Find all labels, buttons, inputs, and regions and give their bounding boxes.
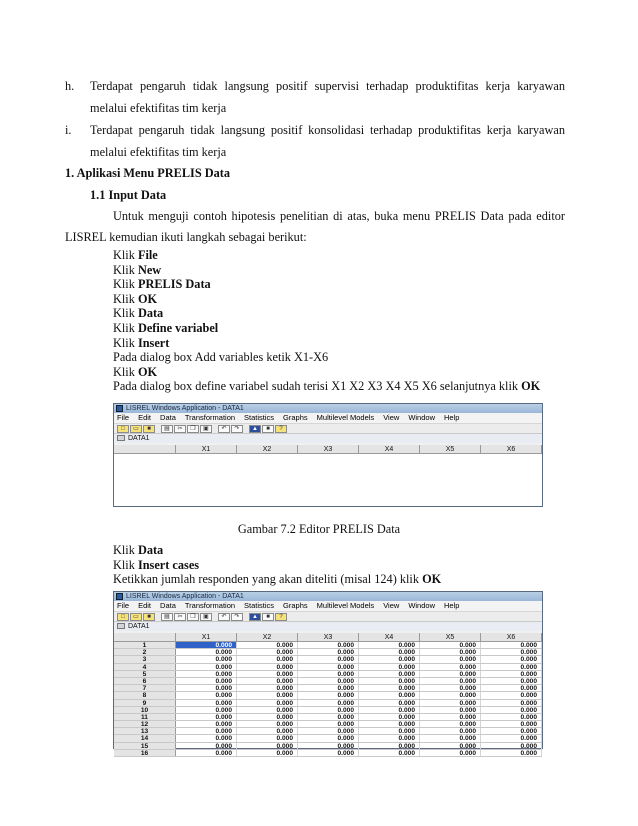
menu-item-view[interactable]: View xyxy=(383,413,400,422)
row-number[interactable]: 8 xyxy=(114,692,176,698)
print-icon[interactable]: ▤ xyxy=(161,425,173,433)
stop-icon[interactable]: ■ xyxy=(262,425,274,433)
data-cell[interactable]: 0.000 xyxy=(176,671,237,677)
hypothesis-i-line1: Terdapat pengaruh tidak langsung positif konsolidasi terhadap produktifitas kerja karyawan xyxy=(90,123,565,137)
data-cell[interactable]: 0.000 xyxy=(481,714,542,720)
subsection-heading: 1.1 Input Data xyxy=(90,188,167,202)
graph-icon[interactable]: ▲ xyxy=(249,613,261,621)
data-cell[interactable]: 0.000 xyxy=(481,685,542,691)
step-text: Klik xyxy=(113,335,138,350)
lisrel-app-icon xyxy=(116,405,123,412)
column-header-x4[interactable]: X4 xyxy=(359,633,420,641)
window-title: LISREL Windows Application - DATA1 xyxy=(126,593,244,600)
step-text: Klik xyxy=(113,291,138,306)
data-cell[interactable]: 0.000 xyxy=(420,642,481,648)
step-line xyxy=(113,277,540,292)
column-header-x2[interactable]: X2 xyxy=(237,633,298,641)
data-cell[interactable]: 0.000 xyxy=(481,743,542,749)
row-number[interactable]: 15 xyxy=(114,743,176,749)
menu-item-transformation[interactable]: Transformation xyxy=(184,601,236,610)
data-cell[interactable]: 0.000 xyxy=(359,642,420,648)
table-row xyxy=(114,700,542,707)
menu-item-data[interactable]: Data xyxy=(160,413,176,422)
data-cell[interactable]: 0.000 xyxy=(176,707,237,713)
data-cell[interactable]: 0.000 xyxy=(481,664,542,670)
table-row xyxy=(114,707,542,714)
lisrel-window-empty xyxy=(113,403,543,507)
graph-icon[interactable]: ▲ xyxy=(249,425,261,433)
column-header-x5[interactable]: X5 xyxy=(420,445,481,453)
column-header-x3[interactable]: X3 xyxy=(298,633,359,641)
data-cell[interactable]: 0.000 xyxy=(359,664,420,670)
step-text: Klik xyxy=(113,248,138,262)
data-cell[interactable]: 0.000 xyxy=(176,700,237,706)
data-cell[interactable]: 0.000 xyxy=(176,728,237,734)
window-titlebar xyxy=(114,592,542,601)
data-cell[interactable]: 0.000 xyxy=(237,656,298,662)
data-cell[interactable]: 0.000 xyxy=(420,728,481,734)
step-line xyxy=(113,321,540,336)
data-cell[interactable]: 0.000 xyxy=(359,685,420,691)
hypothesis-i-line2: melalui efektifitas tim kerja xyxy=(90,145,227,159)
data-cell[interactable]: 0.000 xyxy=(298,735,359,741)
data-cell[interactable]: 0.000 xyxy=(481,707,542,713)
data-cell[interactable]: 0.000 xyxy=(359,700,420,706)
row-number[interactable]: 11 xyxy=(114,714,176,720)
data-cell[interactable]: 0.000 xyxy=(481,692,542,698)
undo-icon[interactable]: ↶ xyxy=(218,425,230,433)
data-cell[interactable]: 0.000 xyxy=(359,735,420,741)
data-cell[interactable]: 0.000 xyxy=(176,721,237,727)
column-header-x6[interactable]: X6 xyxy=(481,633,542,641)
help-icon[interactable]: ? xyxy=(275,425,287,433)
data-cell[interactable]: 0.000 xyxy=(359,656,420,662)
data-cell[interactable]: 0.000 xyxy=(176,649,237,655)
lisrel-app-icon xyxy=(116,593,123,600)
data-cell[interactable]: 0.000 xyxy=(359,692,420,698)
redo-icon[interactable]: ↷ xyxy=(231,613,243,621)
column-header-x1[interactable]: X1 xyxy=(176,445,237,453)
step-keyword: File xyxy=(137,248,158,262)
step-line xyxy=(113,572,441,587)
section-heading: 1. Aplikasi Menu PRELIS Data xyxy=(65,166,231,180)
data-cell[interactable]: 0.000 xyxy=(298,642,359,648)
steps-list xyxy=(113,248,540,394)
step-text: Klik xyxy=(113,320,138,335)
row-number[interactable]: 5 xyxy=(114,671,176,677)
data-cell[interactable]: 0.000 xyxy=(481,750,542,756)
menu-item-statistics[interactable]: Statistics xyxy=(244,413,275,422)
data-cell[interactable]: 0.000 xyxy=(420,700,481,706)
step-line xyxy=(113,365,540,380)
window-title: LISREL Windows Application - DATA1 xyxy=(126,405,244,412)
data-cell[interactable]: 0.000 xyxy=(420,735,481,741)
menu-item-help[interactable]: Help xyxy=(444,413,460,422)
data-cell[interactable]: 0.000 xyxy=(420,649,481,655)
data-cell[interactable]: 0.000 xyxy=(420,678,481,684)
table-row xyxy=(114,685,542,692)
data-cell[interactable]: 0.000 xyxy=(176,692,237,698)
menu-item-window[interactable]: Window xyxy=(408,601,435,610)
step-keyword: Data xyxy=(137,543,164,557)
sheet-icon xyxy=(117,623,125,629)
help-icon[interactable]: ? xyxy=(275,613,287,621)
toolbar xyxy=(114,611,542,621)
data-cell[interactable]: 0.000 xyxy=(176,714,237,720)
list-label-i: i. xyxy=(65,123,72,137)
step-keyword: Insert xyxy=(137,335,170,350)
data-rows xyxy=(114,642,542,757)
data-cell[interactable]: 0.000 xyxy=(359,750,420,756)
step-text: Klik xyxy=(113,557,138,572)
intro-line2: LISREL kemudian ikuti langkah sebagai berikut: xyxy=(65,230,307,244)
step-keyword: OK xyxy=(422,572,442,587)
table-row xyxy=(114,649,542,656)
data-cell[interactable]: 0.000 xyxy=(237,743,298,749)
menu-item-edit[interactable]: Edit xyxy=(138,413,152,422)
data-cell[interactable]: 0.000 xyxy=(176,750,237,756)
column-header-x3[interactable]: X3 xyxy=(298,445,359,453)
table-row xyxy=(114,728,542,735)
table-row xyxy=(114,656,542,663)
table-row xyxy=(114,721,542,728)
data-cell[interactable]: 0.000 xyxy=(359,707,420,713)
data-cell[interactable]: 0.000 xyxy=(481,728,542,734)
data-grid-empty xyxy=(114,445,542,506)
steps-list-2 xyxy=(113,543,441,587)
data-cell[interactable]: 0.000 xyxy=(237,750,298,756)
data-cell[interactable]: 0.000 xyxy=(298,656,359,662)
menu-item-edit[interactable]: Edit xyxy=(138,601,152,610)
menu-item-data[interactable]: Data xyxy=(160,601,176,610)
data-cell[interactable]: 0.000 xyxy=(481,678,542,684)
menu-bar xyxy=(114,601,542,611)
data-cell[interactable]: 0.000 xyxy=(176,664,237,670)
data-cell[interactable]: 0.000 xyxy=(420,750,481,756)
step-text: Klik xyxy=(113,543,138,557)
row-number[interactable]: 10 xyxy=(114,707,176,713)
data-cell[interactable]: 0.000 xyxy=(298,692,359,698)
cut-icon[interactable]: ✂ xyxy=(174,613,186,621)
paste-icon[interactable]: ▣ xyxy=(200,613,212,621)
step-keyword: Data xyxy=(137,306,164,321)
menu-item-file[interactable]: File xyxy=(117,601,130,610)
data-cell[interactable]: 0.000 xyxy=(420,714,481,720)
menu-item-transformation[interactable]: Transformation xyxy=(184,413,236,422)
step-line xyxy=(113,350,540,365)
lisrel-window-filled xyxy=(113,591,543,757)
data-cell[interactable]: 0.000 xyxy=(481,642,542,648)
step-line xyxy=(113,248,540,263)
step-line xyxy=(113,306,540,321)
data-cell[interactable]: 0.000 xyxy=(298,707,359,713)
data-cell[interactable]: 0.000 xyxy=(420,692,481,698)
step-text: Klik xyxy=(113,364,138,379)
tab-label: DATA1 xyxy=(128,435,150,442)
step-keyword: OK xyxy=(521,379,541,394)
row-number[interactable]: 12 xyxy=(114,721,176,727)
table-row xyxy=(114,750,542,757)
data-cell[interactable]: 0.000 xyxy=(298,743,359,749)
tab-data1[interactable] xyxy=(114,433,542,443)
step-line xyxy=(113,379,540,394)
row-number[interactable]: 13 xyxy=(114,728,176,734)
table-row xyxy=(114,735,542,742)
copy-icon[interactable]: ❐ xyxy=(187,425,199,433)
column-header-row xyxy=(114,633,542,642)
table-row xyxy=(114,642,542,649)
step-line xyxy=(113,543,441,558)
table-row xyxy=(114,664,542,671)
data-cell[interactable]: 0.000 xyxy=(176,743,237,749)
menu-item-multilevel-models[interactable]: Multilevel Models xyxy=(316,413,375,422)
step-text: Klik xyxy=(113,277,138,292)
data-cell[interactable]: 0.000 xyxy=(176,678,237,684)
data-cell[interactable]: 0.000 xyxy=(359,743,420,749)
hypothesis-h-line1: Terdapat pengaruh tidak langsung positif supervisi terhadap produktifitas kerja karyawan xyxy=(90,79,565,93)
copy-icon[interactable]: ❐ xyxy=(187,613,199,621)
menu-item-help[interactable]: Help xyxy=(444,601,460,610)
open-icon[interactable]: ▭ xyxy=(130,425,142,433)
row-number[interactable]: 6 xyxy=(114,678,176,684)
data-cell[interactable]: 0.000 xyxy=(237,735,298,741)
data-cell[interactable]: 0.000 xyxy=(237,714,298,720)
cut-icon[interactable]: ✂ xyxy=(174,425,186,433)
step-keyword: Insert cases xyxy=(137,557,200,572)
data-cell[interactable]: 0.000 xyxy=(420,671,481,677)
step-keyword: Define variabel xyxy=(137,320,219,335)
step-keyword: OK xyxy=(137,291,158,306)
data-cell[interactable]: 0.000 xyxy=(359,671,420,677)
data-cell[interactable]: 0.000 xyxy=(237,678,298,684)
step-keyword: New xyxy=(137,262,162,277)
list-label-h: h. xyxy=(65,79,75,93)
step-line xyxy=(113,263,540,278)
data-cell[interactable]: 0.000 xyxy=(176,642,237,648)
data-cell[interactable]: 0.000 xyxy=(237,700,298,706)
step-text: Pada dialog box Add variables ketik X1-X6 xyxy=(113,350,329,365)
data-cell[interactable]: 0.000 xyxy=(359,728,420,734)
save-icon[interactable]: ■ xyxy=(143,425,155,433)
data-cell[interactable]: 0.000 xyxy=(420,656,481,662)
sheet-icon xyxy=(117,435,125,441)
data-cell[interactable]: 0.000 xyxy=(237,685,298,691)
data-cell[interactable]: 0.000 xyxy=(298,750,359,756)
data-cell[interactable]: 0.000 xyxy=(298,649,359,655)
row-number[interactable]: 4 xyxy=(114,664,176,670)
step-keyword: OK xyxy=(137,364,158,379)
data-cell[interactable]: 0.000 xyxy=(237,692,298,698)
new-doc-icon[interactable]: □ xyxy=(117,425,129,433)
column-header-x5[interactable]: X5 xyxy=(420,633,481,641)
row-number[interactable]: 16 xyxy=(114,750,176,756)
data-cell[interactable]: 0.000 xyxy=(298,721,359,727)
data-cell[interactable]: 0.000 xyxy=(176,685,237,691)
menu-item-window[interactable]: Window xyxy=(408,413,435,422)
menu-item-multilevel-models[interactable]: Multilevel Models xyxy=(316,601,375,610)
redo-icon[interactable]: ↷ xyxy=(231,425,243,433)
paste-icon[interactable]: ▣ xyxy=(200,425,212,433)
row-number[interactable]: 14 xyxy=(114,735,176,741)
row-number[interactable]: 2 xyxy=(114,649,176,655)
header-corner xyxy=(114,633,176,641)
data-cell[interactable]: 0.000 xyxy=(237,671,298,677)
data-cell[interactable]: 0.000 xyxy=(481,721,542,727)
data-cell[interactable]: 0.000 xyxy=(359,714,420,720)
column-header-x4[interactable]: X4 xyxy=(359,445,420,453)
undo-icon[interactable]: ↶ xyxy=(218,613,230,621)
data-cell[interactable]: 0.000 xyxy=(176,735,237,741)
window-titlebar xyxy=(114,404,542,413)
menu-item-graphs[interactable]: Graphs xyxy=(283,601,308,610)
toolbar xyxy=(114,423,542,433)
table-row xyxy=(114,692,542,699)
column-header-x1[interactable]: X1 xyxy=(176,633,237,641)
data-cell[interactable]: 0.000 xyxy=(237,728,298,734)
data-cell[interactable]: 0.000 xyxy=(481,671,542,677)
figure-caption: Gambar 7.2 Editor PRELIS Data xyxy=(237,522,401,536)
step-text: Ketikkan jumlah responden yang akan diteliti (misal 124) klik xyxy=(113,572,423,587)
step-text: Klik xyxy=(113,262,138,277)
new-doc-icon[interactable]: □ xyxy=(117,613,129,621)
data-cell[interactable]: 0.000 xyxy=(420,707,481,713)
data-grid xyxy=(114,633,542,757)
data-cell[interactable]: 0.000 xyxy=(298,728,359,734)
data-cell[interactable]: 0.000 xyxy=(359,721,420,727)
data-cell[interactable]: 0.000 xyxy=(481,735,542,741)
stop-icon[interactable]: ■ xyxy=(262,613,274,621)
column-header-x2[interactable]: X2 xyxy=(237,445,298,453)
data-cell[interactable]: 0.000 xyxy=(298,671,359,677)
data-cell[interactable]: 0.000 xyxy=(359,678,420,684)
step-text: Klik xyxy=(113,306,138,321)
data-cell[interactable]: 0.000 xyxy=(420,685,481,691)
menu-item-graphs[interactable]: Graphs xyxy=(283,413,308,422)
open-icon[interactable]: ▭ xyxy=(130,613,142,621)
row-number[interactable]: 7 xyxy=(114,685,176,691)
data-cell[interactable]: 0.000 xyxy=(237,664,298,670)
hypothesis-h-line2: melalui efektifitas tim kerja xyxy=(90,101,227,115)
table-row xyxy=(114,671,542,678)
data-cell[interactable]: 0.000 xyxy=(298,685,359,691)
table-row xyxy=(114,743,542,750)
row-number[interactable]: 1 xyxy=(114,642,176,648)
tab-label: DATA1 xyxy=(128,623,150,630)
data-cell[interactable]: 0.000 xyxy=(481,649,542,655)
tab-data1[interactable] xyxy=(114,621,542,631)
table-row xyxy=(114,714,542,721)
data-cell[interactable]: 0.000 xyxy=(420,721,481,727)
column-header-x6[interactable]: X6 xyxy=(481,445,542,453)
data-cell[interactable]: 0.000 xyxy=(298,714,359,720)
step-line xyxy=(113,336,540,351)
data-cell[interactable]: 0.000 xyxy=(176,656,237,662)
menu-item-view[interactable]: View xyxy=(383,601,400,610)
menu-item-statistics[interactable]: Statistics xyxy=(244,601,275,610)
header-corner xyxy=(114,445,176,453)
step-keyword: PRELIS Data xyxy=(137,277,211,292)
row-number[interactable]: 3 xyxy=(114,656,176,662)
data-cell[interactable]: 0.000 xyxy=(420,664,481,670)
print-icon[interactable]: ▤ xyxy=(161,613,173,621)
column-header-row xyxy=(114,445,542,454)
step-line xyxy=(113,292,540,307)
save-icon[interactable]: ■ xyxy=(143,613,155,621)
menu-item-file[interactable]: File xyxy=(117,413,130,422)
step-text: Pada dialog box define variabel sudah terisi X1 X2 X3 X4 X5 X6 selanjutnya klik xyxy=(113,379,522,394)
row-number[interactable]: 9 xyxy=(114,700,176,706)
menu-bar xyxy=(114,413,542,423)
intro-line1: Untuk menguji contoh hipotesis penelitian di atas, buka menu PRELIS Data pada editor xyxy=(113,209,565,223)
data-cell[interactable]: 0.000 xyxy=(298,700,359,706)
data-cell[interactable]: 0.000 xyxy=(359,649,420,655)
table-row xyxy=(114,678,542,685)
data-cell[interactable]: 0.000 xyxy=(237,707,298,713)
data-cell[interactable]: 0.000 xyxy=(237,649,298,655)
data-cell[interactable]: 0.000 xyxy=(481,656,542,662)
data-cell[interactable]: 0.000 xyxy=(420,743,481,749)
data-cell[interactable]: 0.000 xyxy=(237,721,298,727)
data-cell[interactable]: 0.000 xyxy=(298,678,359,684)
data-cell[interactable]: 0.000 xyxy=(237,642,298,648)
data-cell[interactable]: 0.000 xyxy=(298,664,359,670)
step-line xyxy=(113,558,441,573)
data-cell[interactable]: 0.000 xyxy=(481,700,542,706)
